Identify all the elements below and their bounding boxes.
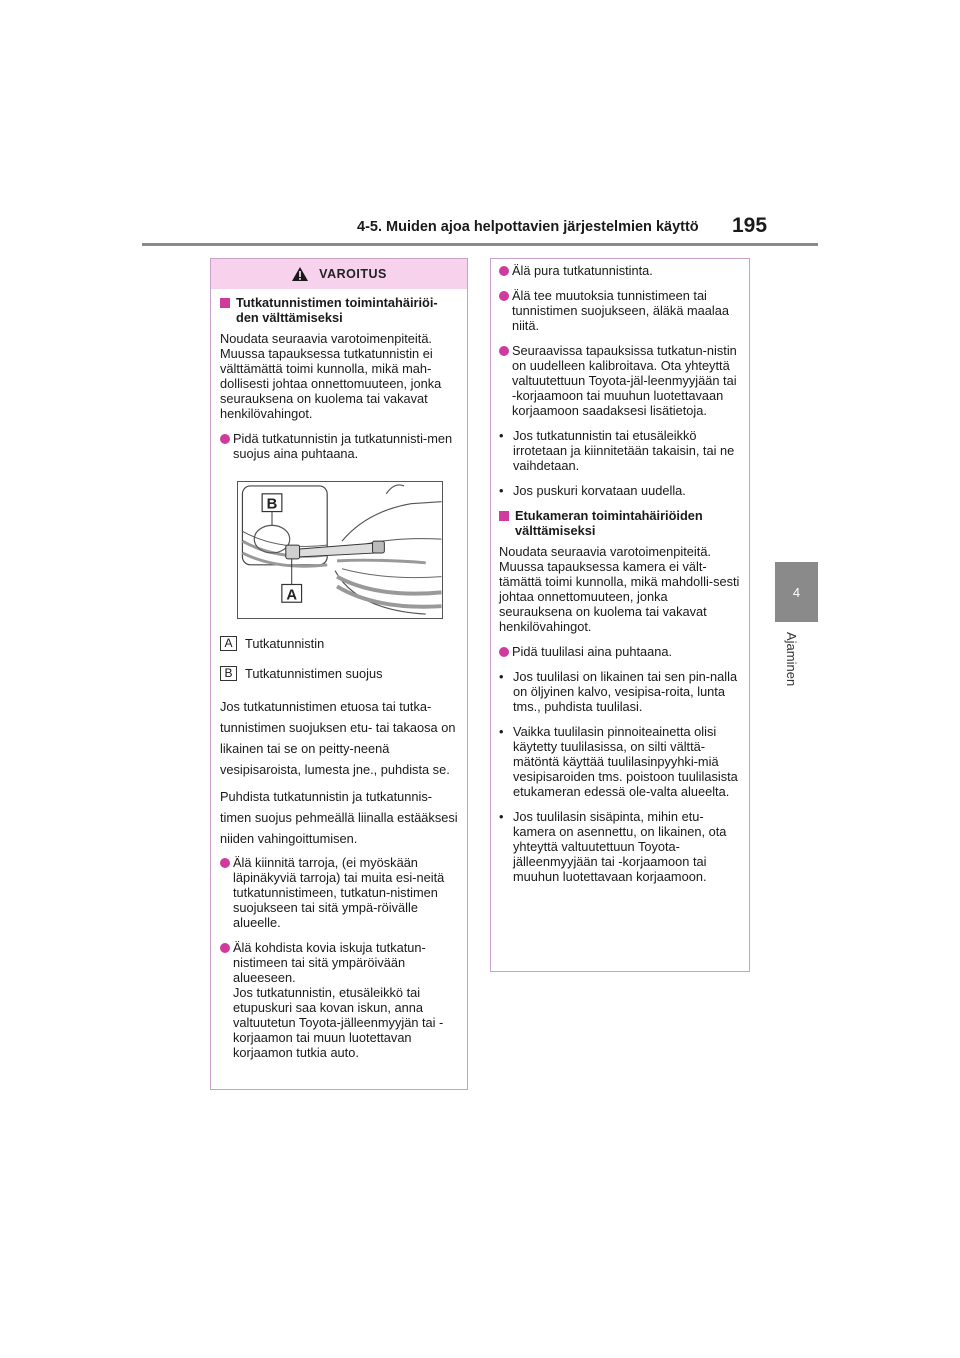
bullet-impacts-body: [233, 940, 458, 1060]
bullet-modify-text: Älä tee muutoksia tunnistimeen tai tunnistimen suojukseen, äläkä maalaa niitä.: [512, 288, 729, 333]
legend-a-text: Tutkatunnistin: [245, 636, 325, 651]
bullet-clean: [220, 431, 458, 461]
bullet-disassemble: [499, 263, 741, 278]
square-bullet-icon: [499, 511, 509, 521]
radar-sensor-figure: [237, 481, 443, 619]
bullet-clean-text: Pidä tutkatunnistin ja tutkatunnisti-men suojus aina puhtaana.: [233, 431, 453, 461]
dash-bullet-icon: •: [499, 669, 504, 684]
square-bullet-icon: [220, 298, 230, 308]
legend-a-key: A: [220, 636, 237, 651]
chapter-tab[interactable]: [775, 562, 818, 622]
dash-inside: [499, 809, 741, 884]
bullet-impacts-extra: Jos tutkatunnistin, etusäleikkö tai etupuskuri saa kovan iskun, anna valtuutetun Toyota-jälleenmyyjän tai -korjaamon tai muun luotettavan korjaamon tutkia auto.: [233, 985, 444, 1060]
chapter-number: 4: [792, 584, 801, 600]
dash-bumper: [499, 483, 741, 498]
radar-section-heading: [220, 295, 458, 325]
dot-bullet-icon: [499, 291, 509, 301]
warning-header: [211, 259, 467, 289]
dot-bullet-icon: [220, 858, 230, 868]
page-number: 195: [732, 214, 768, 237]
figure-label-b: B: [266, 496, 278, 513]
wipe-paragraph: Puhdista tutkatunnistin ja tutkatunnis-timen suojus pehmeällä liinalla estääksesi niiden vahingoittumisen.: [220, 789, 458, 846]
dash-coating-text: Vaikka tuulilasin pinnoiteainetta olisi käytetty tuulilasissa, on silti välttä-mätöntä käyttää tuulilasinpyyhki-miä vesipisaroiden tms. poistoon tuulilasista etukameran edessä ole-valta alueelta.: [513, 724, 738, 799]
legend-a: [220, 636, 458, 651]
bullet-recalibrate: [499, 343, 741, 418]
radar-section-title: Tutkatunnistimen toimintahäiriöi-den välttämiseksi: [236, 295, 438, 325]
warning-box: [210, 258, 468, 1090]
legend-b-key: B: [220, 666, 237, 681]
bullet-stickers-text: Älä kiinnitä tarroja, (ei myöskään läpinäkyviä tarroja) tai muita esi-neitä tutkatunnistimeen, tutkatun-nistimen suojukseen tai sitä ympä-röivälle alueelle.: [233, 855, 445, 930]
camera-section-title: Etukameran toimintahäiriöiden välttämiseksi: [515, 508, 703, 538]
bullet-recalibrate-text: Seuraavissa tapauksissa tutkatun-nistin on uudelleen kalibroitava. Ota yhteyttä valtuutettuun Toyota-jäl-leenmyyjään tai -korjaamoon tai muuhun luotettavaan korjaamoon saadaksesi lisätietoja.: [512, 343, 737, 418]
dash-grille: [499, 428, 741, 473]
header-title: 4-5. Muiden ajoa helpottavien järjestelmien käyttö: [357, 219, 699, 235]
chapter-name: Ajaminen: [784, 632, 799, 687]
bullet-windshield: [499, 644, 741, 659]
dash-inside-text: Jos tuulilasin sisäpinta, mihin etu-kamera on asennettu, on likainen, ota yhteyttä valtuutettuun Toyota-jälleenmyyjään tai -korjaamoon tai muuhun luotettavaan korjaamoon.: [513, 809, 727, 884]
dash-bullet-icon: •: [499, 428, 504, 443]
dot-bullet-icon: [220, 434, 230, 444]
header-rule: [142, 243, 818, 246]
camera-intro: Noudata seuraavia varotoimenpiteitä. Muussa tapauksessa kamera ei vält-tämättä toimi kunnolla, mikä mahdolli-sesti johtaa onnettomuuteen, jonka seurauksena on kuolema tai vakavat henkilövahingot.: [499, 544, 740, 634]
dot-bullet-icon: [220, 943, 230, 953]
dash-grille-text: Jos tutkatunnistin tai etusäleikkö irrotetaan ja kiinnitetään takaisin, tai ne vaihdetaan.: [513, 428, 735, 473]
legend-b: [220, 666, 458, 681]
bullet-disassemble-text: Älä pura tutkatunnistinta.: [512, 263, 653, 278]
bullet-impacts-text: Älä kohdista kovia iskuja tutkatun-nistimeen tai sitä ympäröivään alueeseen.: [233, 940, 426, 985]
dot-bullet-icon: [499, 266, 509, 276]
dash-coating: [499, 724, 741, 799]
dot-bullet-icon: [499, 346, 509, 356]
dash-bullet-icon: •: [499, 809, 504, 824]
bullet-modify: [499, 288, 741, 333]
warning-label: VAROITUS: [319, 267, 387, 281]
dash-bullet-icon: •: [499, 483, 504, 498]
bullet-impacts: [220, 940, 458, 1060]
dash-dirty-text: Jos tuulilasi on likainen tai sen pin-nalla on öljyinen kalvo, vesipisa-roita, lunta tms., puhdista tuulilasi.: [513, 669, 738, 714]
dash-bumper-text: Jos puskuri korvataan uudella.: [513, 483, 686, 498]
bullet-windshield-text: Pidä tuulilasi aina puhtaana.: [512, 644, 673, 659]
bullet-stickers: [220, 855, 458, 930]
legend-b-text: Tutkatunnistimen suojus: [245, 666, 383, 681]
camera-section-heading: [499, 508, 741, 538]
dirty-paragraph: Jos tutkatunnistimen etuosa tai tutka-tunnistimen suojuksen etu- tai takaosa on likainen tai se on peitty-neenä vesipisaroista, lumesta jne., puhdista se.: [220, 699, 456, 777]
figure-label-a: A: [286, 587, 298, 604]
radar-intro: Noudata seuraavia varotoimenpiteitä. Muussa tapauksessa tutkatunnistin ei välttämättä toimi kunnolla, mikä mah-dollisesti johtaa onnettomuuteen, jonka seurauksena on kuolema tai vakavat henkilövahingot.: [220, 331, 442, 421]
continued-warning-box: [490, 258, 750, 972]
dash-dirty-windshield: [499, 669, 741, 714]
warning-triangle-icon: [291, 266, 309, 282]
dot-bullet-icon: [499, 647, 509, 657]
dash-bullet-icon: •: [499, 724, 504, 739]
